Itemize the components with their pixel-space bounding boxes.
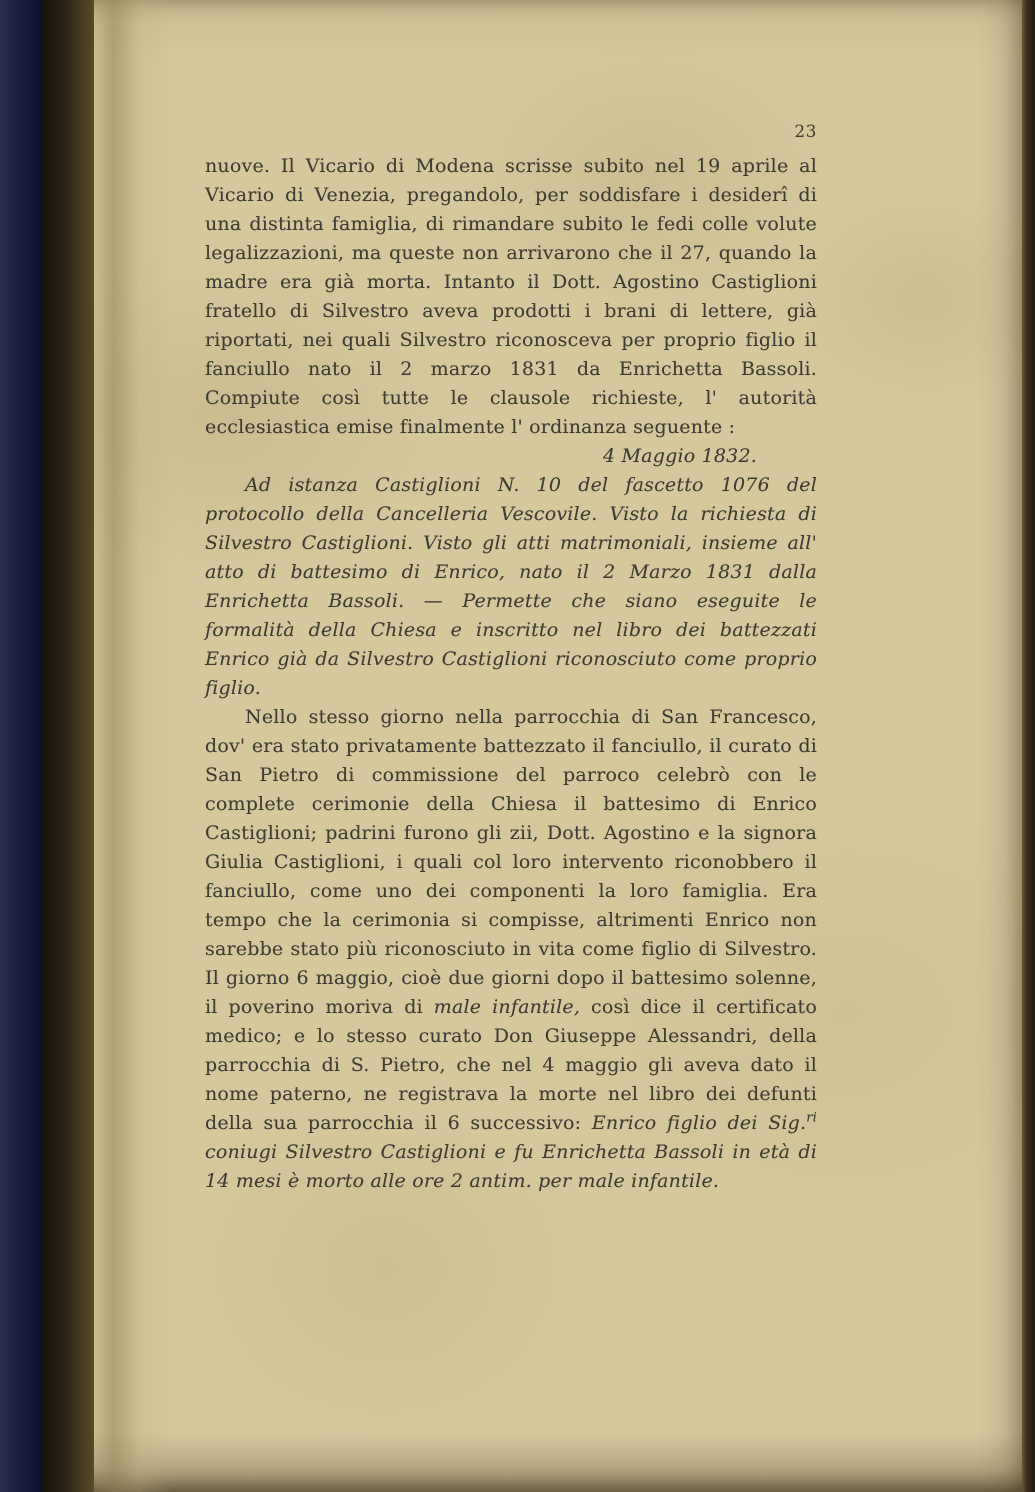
closing-paragraph-segment-2: così dice il certificato medico; e lo stesso curato Don Giuseppe Alessandri, della parrocchia di S. Pietro, che nel 4 maggio gli aveva dato il nome paterno, ne registrava la morte nel libro dei defunti della sua parrocchia il 6 successivo:: [205, 996, 818, 1134]
book-cover-edge: [0, 0, 42, 1492]
page-text-block: [205, 152, 817, 1196]
closing-paragraph-segment-1: Nello stesso giorno nella parrocchia di San Francesco, dov' era stato privatamente battezzato il fanciullo, il curato di San Pietro di commissione del parroco celebrò con le complete cerimonie della Chiesa il battesimo di Enrico Castiglioni; padrini furono gli zii, Dott. Agostino e la signora Giulia Castiglioni, i quali col loro intervento riconobbero il fanciullo, come uno dei componenti la loro famiglia. Era tempo che la cerimonia si compisse, altrimenti Enrico non sarebbe stato più riconosciuto in vita come figlio di Silvestro. Il giorno 6 maggio, cioè due giorni dopo il battesimo solenne, il poverino moriva di: [205, 706, 817, 1018]
superscript-abbreviation: ri: [806, 1110, 817, 1126]
register-quote-start: Enrico figlio dei Sig.: [591, 1112, 807, 1134]
page-number: 23: [794, 122, 817, 142]
closing-paragraph-italic-1: male infantile,: [433, 996, 581, 1018]
page-right-edge: [1022, 0, 1035, 1492]
decree-date-line: 4 Maggio 1832.: [603, 445, 757, 467]
book-page-paper: [42, 0, 1022, 1492]
decree-paragraph: Ad istanza Castiglioni N. 10 del fascetto 1076 del protocollo della Cancelleria Vescovile. Visto la richiesta di Silvestro Castiglioni. Visto gli atti matrimoniali, insieme all' atto di battesimo di Enrico, nato il 2 Marzo 1831 dalla Enrichetta Bassoli. — Permette che siano eseguite le formalità della Chiesa e inscritto nel libro dei battezzati Enrico già da Silvestro Castiglioni riconosciuto come proprio figlio.: [205, 474, 817, 699]
closing-paragraph: [205, 703, 817, 1196]
register-quote-end: coniugi Silvestro Castiglioni e fu Enrichetta Bassoli in età di 14 mesi è morto alle ore 2 antim. per male infantile.: [205, 1141, 817, 1192]
paragraph-continuation: nuove. Il Vicario di Modena scrisse subito nel 19 aprile al Vicario di Venezia, pregandolo, per soddisfare i desiderî di una distinta famiglia, di rimandare subito le fedi colle volute legalizzazioni, ma queste non arrivarono che il 27, quando la madre era già morta. Intanto il Dott. Agostino Castiglioni fratello di Silvestro aveva prodotti i brani di lettere, già riportati, nei quali Silvestro riconosceva per proprio figlio il fanciullo nato il 2 marzo 1831 da Enrichetta Bassoli. Compiute così tutte le clausole richieste, l' autorità ecclesiastica emise finalmente l' ordinanza seguente :: [205, 155, 817, 438]
